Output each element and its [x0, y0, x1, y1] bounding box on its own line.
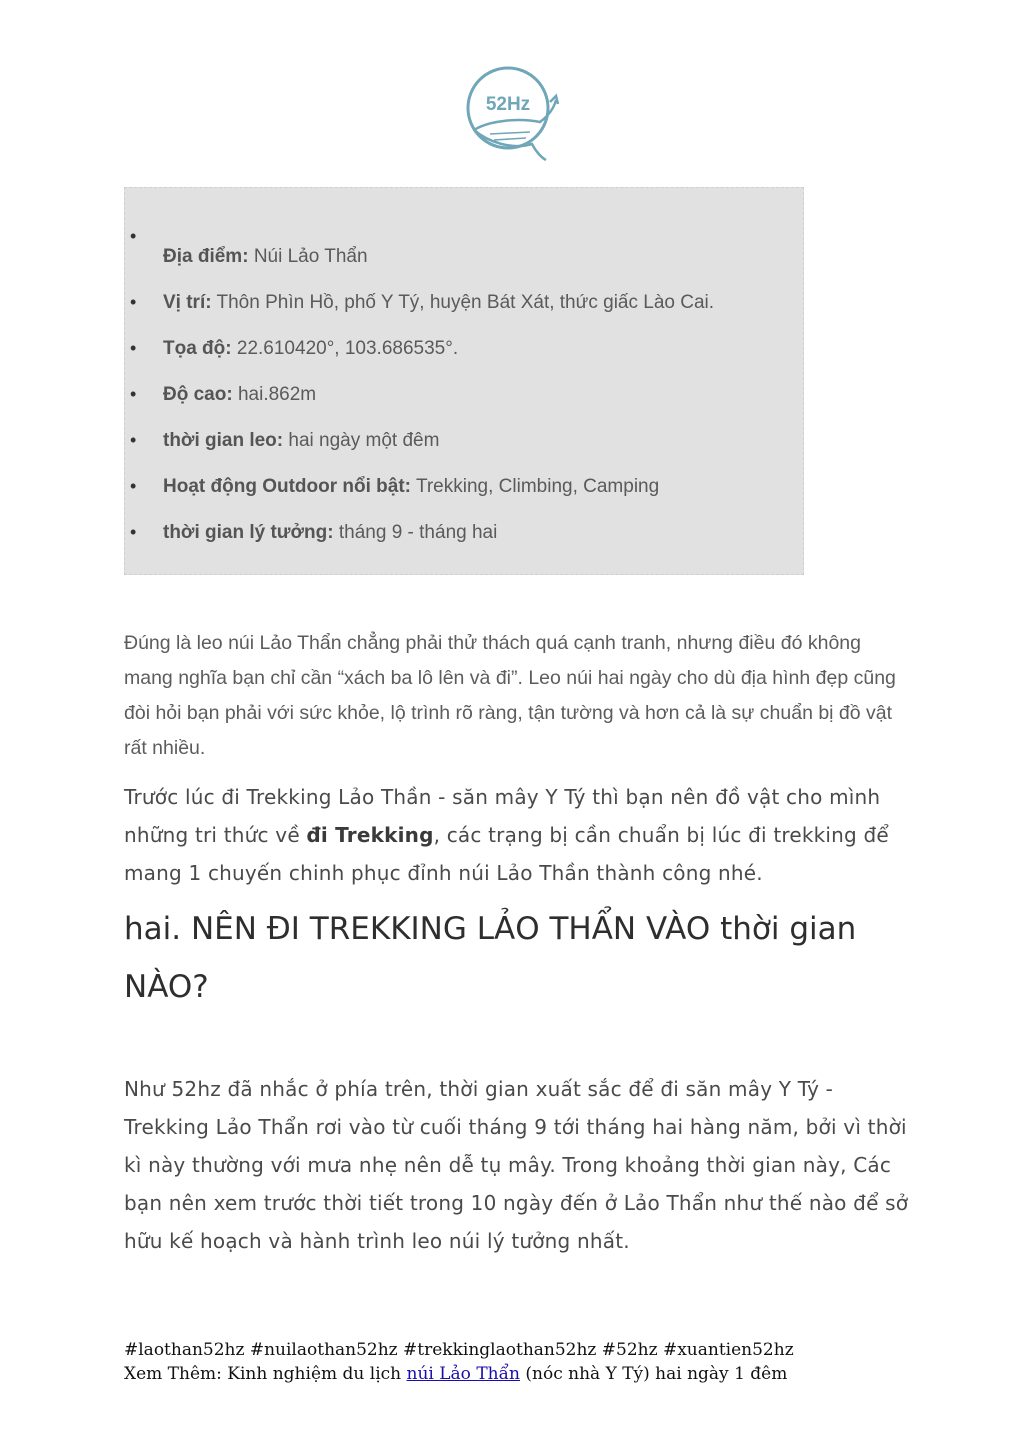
- see-more-line: Xem Thêm: Kinh nghiệm du lịch núi Lảo Thẩn (nóc nhà Y Tý) hai ngày 1 đêm: [124, 1364, 788, 1384]
- info-label: thời gian lý tưởng:: [163, 522, 334, 543]
- info-value: hai.862m: [237, 384, 317, 405]
- preparation-paragraph: Trước lúc đi Trekking Lảo Thần - săn mây Y Tý thì bạn nên đồ vật cho mình những tri thức về đi Trekking, các trạng bị cần chuẩn bị lúc đi trekking để mang 1 chuyến chinh phục đỉnh núi Lảo Thần thành công nhé.: [124, 785, 889, 885]
- footer: [124, 1338, 924, 1386]
- info-item-activities: • Hoạt động Outdoor nổi bật: Trekking, Climbing, Camping: [130, 476, 660, 497]
- timing-paragraph: Như 52hz đã nhắc ở phía trên, thời gian xuất sắc để đi săn mây Y Tý - Trekking Lảo Thẩn rơi vào từ cuối tháng 9 tới tháng hai hàng năm, bởi vì thời kì này thường với mưa nhẹ nên dễ tụ mây. Trong khoảng thời gian này, Các bạn nên xem trước thời tiết trong 10 ngày đến ở Lảo Thẩn như thế nào để sở hữu kế hoạch và hành trình leo núi lý tưởng nhất.: [124, 1077, 909, 1253]
- info-value: Trekking, Climbing, Camping: [415, 476, 660, 497]
- info-label: thời gian leo:: [163, 430, 284, 451]
- lao-than-link[interactable]: núi Lảo Thẩn: [406, 1364, 520, 1384]
- info-value: Thôn Phìn Hồ, phố Y Tý, huyện Bát Xát, thức giấc Lào Cai.: [216, 292, 715, 313]
- info-value: 22.610420°, 103.686535°.: [236, 338, 459, 359]
- info-box: • Địa điểm: Núi Lảo Thẩn • Vị trí: Thôn Phìn Hồ, phố Y Tý, huyện Bát Xát, thức giấc Lào Cai. • Tọa độ: 22.610420°, 103.686535°. • Độ cao: hai.862m • thời gian leo: hai ngày một đêm • Hoạt động Outdoor nổi bật: Trekking, Climbing, Camping • thời gian lý tưởng: tháng 9 - tháng hai: [124, 187, 804, 575]
- info-label: Độ cao:: [163, 384, 233, 405]
- info-value: tháng 9 - tháng hai: [338, 522, 498, 543]
- info-item-coordinates: • Tọa độ: 22.610420°, 103.686535°.: [130, 338, 459, 359]
- info-item-location: [163, 246, 368, 268]
- info-item-duration: • thời gian leo: hai ngày một đêm: [130, 430, 440, 451]
- info-label: Vị trí:: [163, 292, 212, 313]
- info-value: hai ngày một đêm: [288, 430, 440, 451]
- info-item-best-time: • thời gian lý tưởng: tháng 9 - tháng hai: [130, 522, 498, 543]
- 52hz-whale-logo: [460, 60, 570, 170]
- intro-paragraph: Đúng là leo núi Lảo Thẩn chẳng phải thử thách quá cạnh tranh, nhưng điều đó không mang nghĩa bạn chỉ cần “xách ba lô lên và đi”. Leo núi hai ngày cho dù địa hình đẹp cũng đòi hỏi bạn phải với sức khỏe, lộ trình rõ ràng, tận tường và hơn cả là sự chuẩn bị đồ vật rất nhiều.: [124, 632, 896, 759]
- info-value: Núi Lảo Thẩn: [253, 246, 368, 267]
- section-heading: hai. NÊN ĐI TREKKING LẢO THẨN VÀO thời gian NÀO?: [124, 911, 857, 1005]
- info-item-altitude: • Độ cao: hai.862m: [130, 384, 317, 405]
- info-label: Hoạt động Outdoor nổi bật:: [163, 476, 412, 497]
- trekking-bold: đi Trekking: [306, 823, 434, 847]
- logo-text: 52Hz: [485, 94, 531, 115]
- info-item-position: • Vị trí: Thôn Phìn Hồ, phố Y Tý, huyện Bát Xát, thức giấc Lào Cai.: [130, 292, 715, 313]
- info-label: Tọa độ:: [163, 338, 232, 359]
- info-label: Địa điểm:: [163, 246, 249, 267]
- hashtags: #laothan52hz #nuilaothan52hz #trekkinglaothan52hz #52hz #xuantien52hz: [124, 1340, 794, 1360]
